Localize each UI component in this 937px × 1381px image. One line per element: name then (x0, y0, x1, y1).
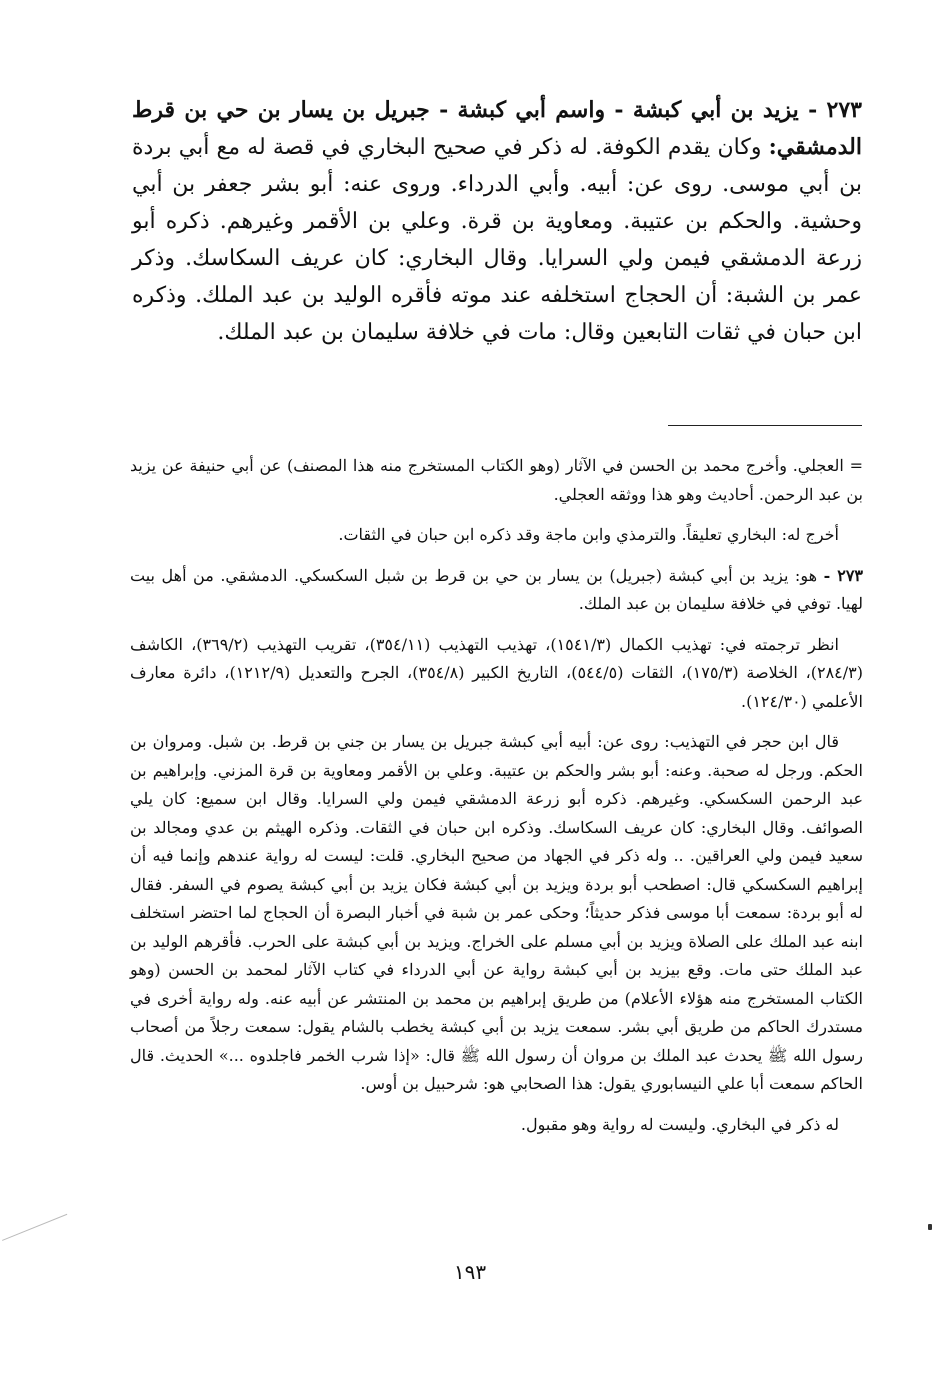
footnote-separator (668, 425, 862, 426)
footnote-number: ٢٧٣ - (823, 565, 863, 585)
footnotes (130, 452, 863, 1151)
entry-body: وكان يقدم الكوفة. له ذكر في صحيح البخاري في قصة له مع أبي بردة بن أبي موسى. روى عن: أبيه. وأبي الدرداء. وروى عنه: أبو بشر جعفر بن أبي وحشية. والحكم بن عتيبة. ومعاوية بن قرة. وعلي بن الأقمر وغيرهم. ذكره أبو زرعة الدمشقي فيمن ولي السرايا. وقال البخاري: كان عريف السكاسك. وذكر عمر بن الشبة: أن الحجاج استخلفه عند موته فأقره الوليد بن عبد الملك. وذكره ابن حبان في ثقات التابعين وقال: مات في خلافة سليمان بن عبد الملك. (132, 135, 862, 345)
scan-stroke (2, 1214, 67, 1241)
footnote-ibn-hajar: قال ابن حجر في التهذيب: روى عن: أبيه أبي كبشة جبريل بن يسار بن جني بن قرط. بن شبل. ومروان بن الحكم. ورجل له صحبة. وعنه: أبو بشر والحكم بن عتيبة. وعلي بن الأقمر ومعاوية بن قرة المزني. وإبراهيم بن عبد الرحمن السكسكي. وغيرهم. ذكره أبو زرعة الدمشقي فيمن ولي السرايا. وقال ابن سميع: كان يلي الصوائف. وقال البخاري: كان عريف السكاسك. وذكره ابن حبان في الثقات. وذكره الهيثم بن عدي ومجالد بن سعيد فيمن ولي العراقين. .. وله ذكر في الجهاد من صحيح البخاري. قلت: ليست له رواية عندهم وإنما فيه أن إبراهيم السكسكي قال: اصطحب أبو بردة ويزيد بن أبي كبشة فكان يزيد بن أبي كبشة يصوم في السفر. فقال له أبو بردة: سمعت أبا موسى فذكر حديثاً؛ وحكى عمر بن شبة في أخبار البصرة أن الحجاج لما احتضر استخلف ابنه عبد الملك على الصلاة ويزيد بن أبي مسلم على الخراج. ويزيد بن أبي كبشة على الحرب. فأقرهم الوليد بن عبد الملك حتى مات. وقع بيزيد بن أبي كبشة رواية عن أبي الدرداء في كتاب الآثار لمحمد بن الحسن (وهو الكتاب المستخرج منه هؤلاء الأعلام) من طريق إبراهيم بن محمد بن المنتشر عن أبيه عنه. وله رواية أخرى في مستدرك الحاكم من طريق أبي بشر. سمعت يزيد بن أبي كبشة يخطب بالشام يقول: سمعت رجلاً من أصحاب رسول الله ﷺ يحدث عبد الملك بن مروان أن رسول الله ﷺ قال: «إذا شرب الخمر فاجلدوه ...» الحديث. قال الحاكم سمعت أبا علي النيسابوري يقول: هذا الصحابي هو: شرحبيل بن أوس. (130, 732, 863, 1093)
footnote-verdict: له ذكر في البخاري. وليست له رواية وهو مقبول. (520, 1114, 839, 1134)
scan-speck (928, 1224, 932, 1230)
footnote-entry-body: هو: يزيد بن أبي كبشة (جبريل) بن يسار بن حي بن قرط بن شبل السكسكي. الدمشقي. من أهل بيت لهيا. توفي في خلافة سليمان بن عبد الملك. (130, 565, 863, 613)
page-number: ١٩٣ (453, 1260, 487, 1284)
footnote-references: أخرج له: البخاري تعليقاً. والترمذي وابن ماجة وقد ذكره ابن حبان في الثقات. (338, 525, 839, 544)
footnote-entry (130, 562, 863, 619)
entry-heading: ٢٧٣ - يزيد بن أبي كبشة - واسم أبي كبشة - جبريل بن يسار بن حي بن قرط الدمشقي: (132, 97, 862, 160)
footnote-sources: انظر ترجمته في: تهذيب الكمال (١٥٤١/٣)، تهذيب التهذيب (٣٥٤/١١)، تقريب التهذيب (٣٦٩/٢)، الكاشف (٢٨٤/٣)، الخلاصة (١٧٥/٣)، الثقات (٥٤٤/٥)، التاريخ الكبير (٣٥٤/٨)، الجرح والتعديل (١٢١٢/٩)، دائرة معارف الأعلمي (١٢٤/٣٠). (130, 634, 863, 711)
footnote-continuation: = العجلي. وأخرج محمد بن الحسن في الآثار (وهو الكتاب المستخرج منه هذا المصنف) عن أبي حنيفة عن يزيد بن عبد الرحمن. أحاديث وهو هذا ووثقه العجلي. (130, 456, 863, 504)
main-entry (132, 92, 862, 351)
